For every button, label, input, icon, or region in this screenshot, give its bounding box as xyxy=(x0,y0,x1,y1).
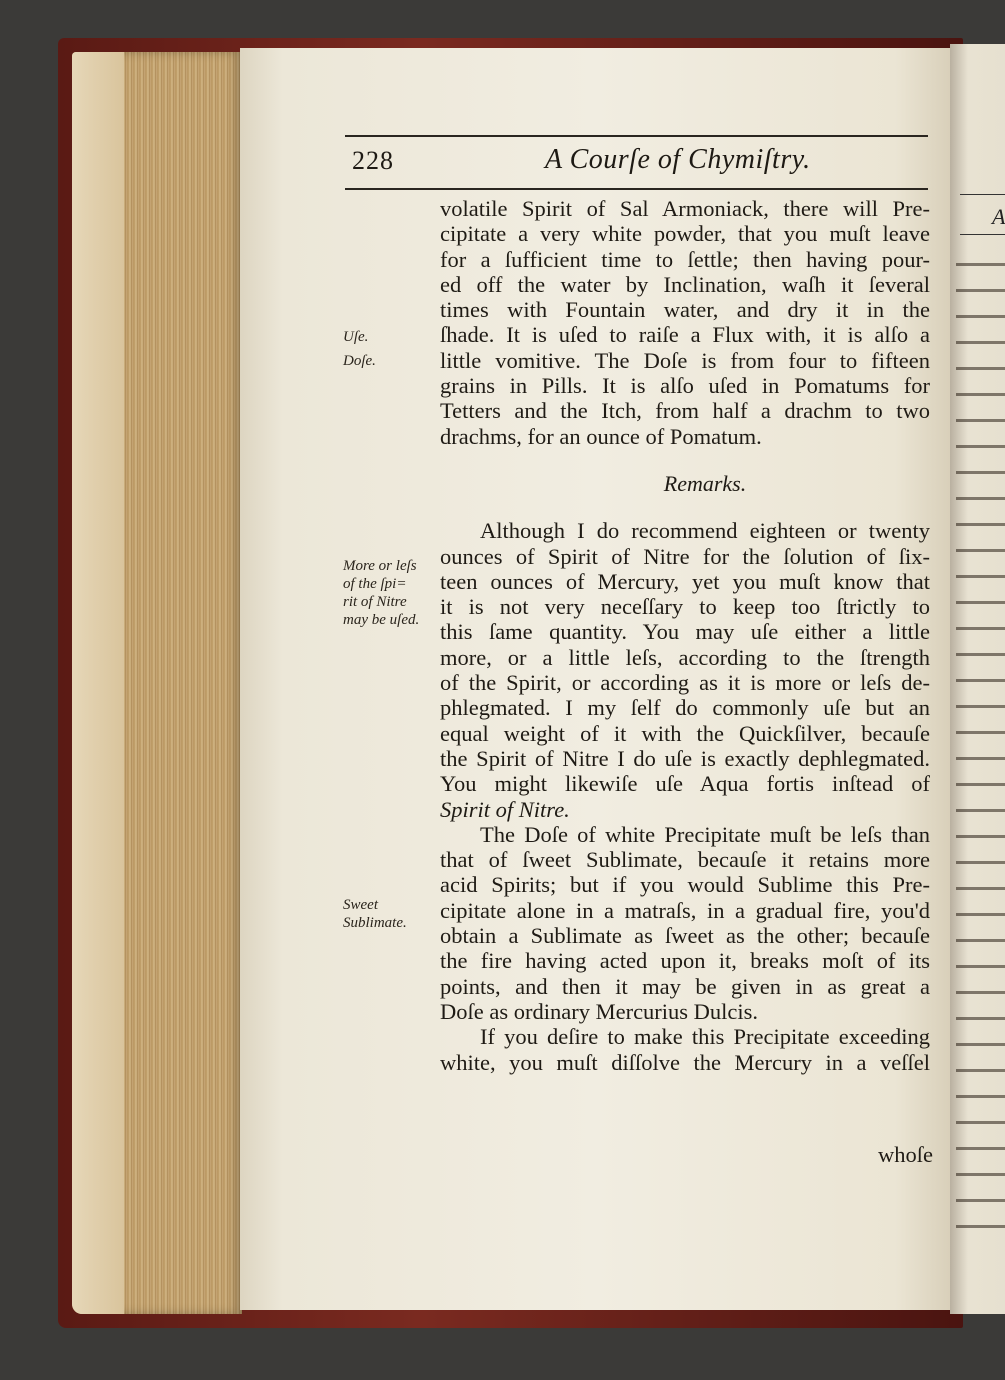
margin-note-dose: Doſe. xyxy=(343,353,376,369)
text-line: cipitate alone in a matraſs, in a gradual fire, you'd xyxy=(440,897,930,923)
paragraph-4 xyxy=(440,1024,930,1075)
text-line: If you deſire to make this Precipitate exceeding xyxy=(480,1024,930,1050)
text-line: The Doſe of white Precipitate muſt be leſs than xyxy=(480,821,930,847)
text-line: that of ſweet Sublimate, becauſe it retains more xyxy=(440,847,930,873)
text-line: acid Spirits; but if you would Sublime this Pre- xyxy=(440,872,930,898)
facing-page-text-lines xyxy=(956,249,1005,1249)
text-line: teen ounces of Mercury, yet you muſt know that xyxy=(440,568,930,594)
text-line: You might likewiſe uſe Aqua fortis inſtead of xyxy=(440,771,930,797)
text-line: points, and then it may be given in as great a xyxy=(440,973,930,999)
header-rule-top xyxy=(345,135,928,137)
running-head: A Courſe of Chymiſtry. xyxy=(545,144,811,175)
text-line: Spirit of Nitre. xyxy=(440,796,570,822)
text-line: more, or a little leſs, according to the ſtrength xyxy=(440,644,930,670)
text-line: phlegmated. I my ſelf do commonly uſe but an xyxy=(440,695,930,721)
margin-note-use: Uſe. xyxy=(343,329,369,345)
text-line: times with Fountain water, and dry it in the xyxy=(440,297,930,323)
text-line: obtain a Sublimate as ſweet as the other; becauſe xyxy=(440,923,930,949)
text-line: drachms, for an ounce of Pomatum. xyxy=(440,423,762,449)
text-line: equal weight of it with the Quickſilver, becauſe xyxy=(440,720,930,746)
text-line: ed off the water by Inclination, waſh it ſeveral xyxy=(440,271,930,297)
text-line: this ſame quantity. You may uſe either a little xyxy=(440,619,930,645)
margin-note-sweet-sublimate xyxy=(343,896,407,932)
text-line: for a ſufficient time to ſettle; then having pour- xyxy=(440,246,930,272)
text-line: cipitate a very white powder, that you muſt leave xyxy=(440,221,930,247)
paragraph-3 xyxy=(440,822,930,1024)
spacer xyxy=(440,449,930,471)
catchword: whoſe xyxy=(878,1142,933,1167)
text-line: Doſe as ordinary Mercurius Dulcis. xyxy=(440,998,759,1024)
margin-note-line: rit of Nitre xyxy=(343,594,407,610)
text-line: Tetters and the Itch, from half a drachm to two xyxy=(440,398,930,424)
margin-note-line: More or leſs xyxy=(343,558,417,574)
text-line: ounces of Spirit of Nitre for the ſolution of ſix- xyxy=(440,543,930,569)
paragraph-2 xyxy=(440,518,930,822)
text-line: grains in Pills. It is alſo uſed in Pomatums for xyxy=(440,373,930,399)
text-line: little vomitive. The Doſe is from four to fifteen xyxy=(440,347,930,373)
facing-page-glyph: A xyxy=(992,204,1005,229)
text-line: of the Spirit, or according as it is more or leſs de- xyxy=(440,670,930,696)
text-line: the fire having acted upon it, breaks moſt of its xyxy=(440,948,930,974)
book-fore-edge xyxy=(72,52,242,1314)
facing-page-edge xyxy=(950,44,1005,1314)
text-line: ſhade. It is uſed to raiſe a Flux with, it is alſo a xyxy=(440,322,930,348)
page-number: 228 xyxy=(352,146,394,175)
margin-note-line: Sublimate. xyxy=(343,915,407,931)
text-line: the Spirit of Nitre I do uſe is exactly dephlegmated. xyxy=(440,745,930,771)
margin-note-line: may be uſed. xyxy=(343,612,420,628)
margin-note-more-or-less xyxy=(343,557,438,629)
body-text xyxy=(440,196,930,1075)
paragraph-1 xyxy=(440,196,930,449)
spacer xyxy=(440,496,930,518)
header-rule-bottom xyxy=(345,188,928,190)
text-line: volatile Spirit of Sal Armoniack, there will Pre- xyxy=(440,196,930,221)
facing-page-rule-top xyxy=(960,194,1005,195)
text-line: white, you muſt diſſolve the Mercury in a veſſel xyxy=(440,1049,930,1075)
margin-note-line: Sweet xyxy=(343,897,378,913)
facing-page-rule-bottom xyxy=(960,234,1005,235)
text-line: it is not very neceſſary to keep too ſtrictly to xyxy=(440,594,930,620)
text-line: Although I do recommend eighteen or twenty xyxy=(480,518,930,544)
margin-note-line: of the ſpi= xyxy=(343,576,407,592)
remarks-heading: Remarks. xyxy=(663,470,747,496)
